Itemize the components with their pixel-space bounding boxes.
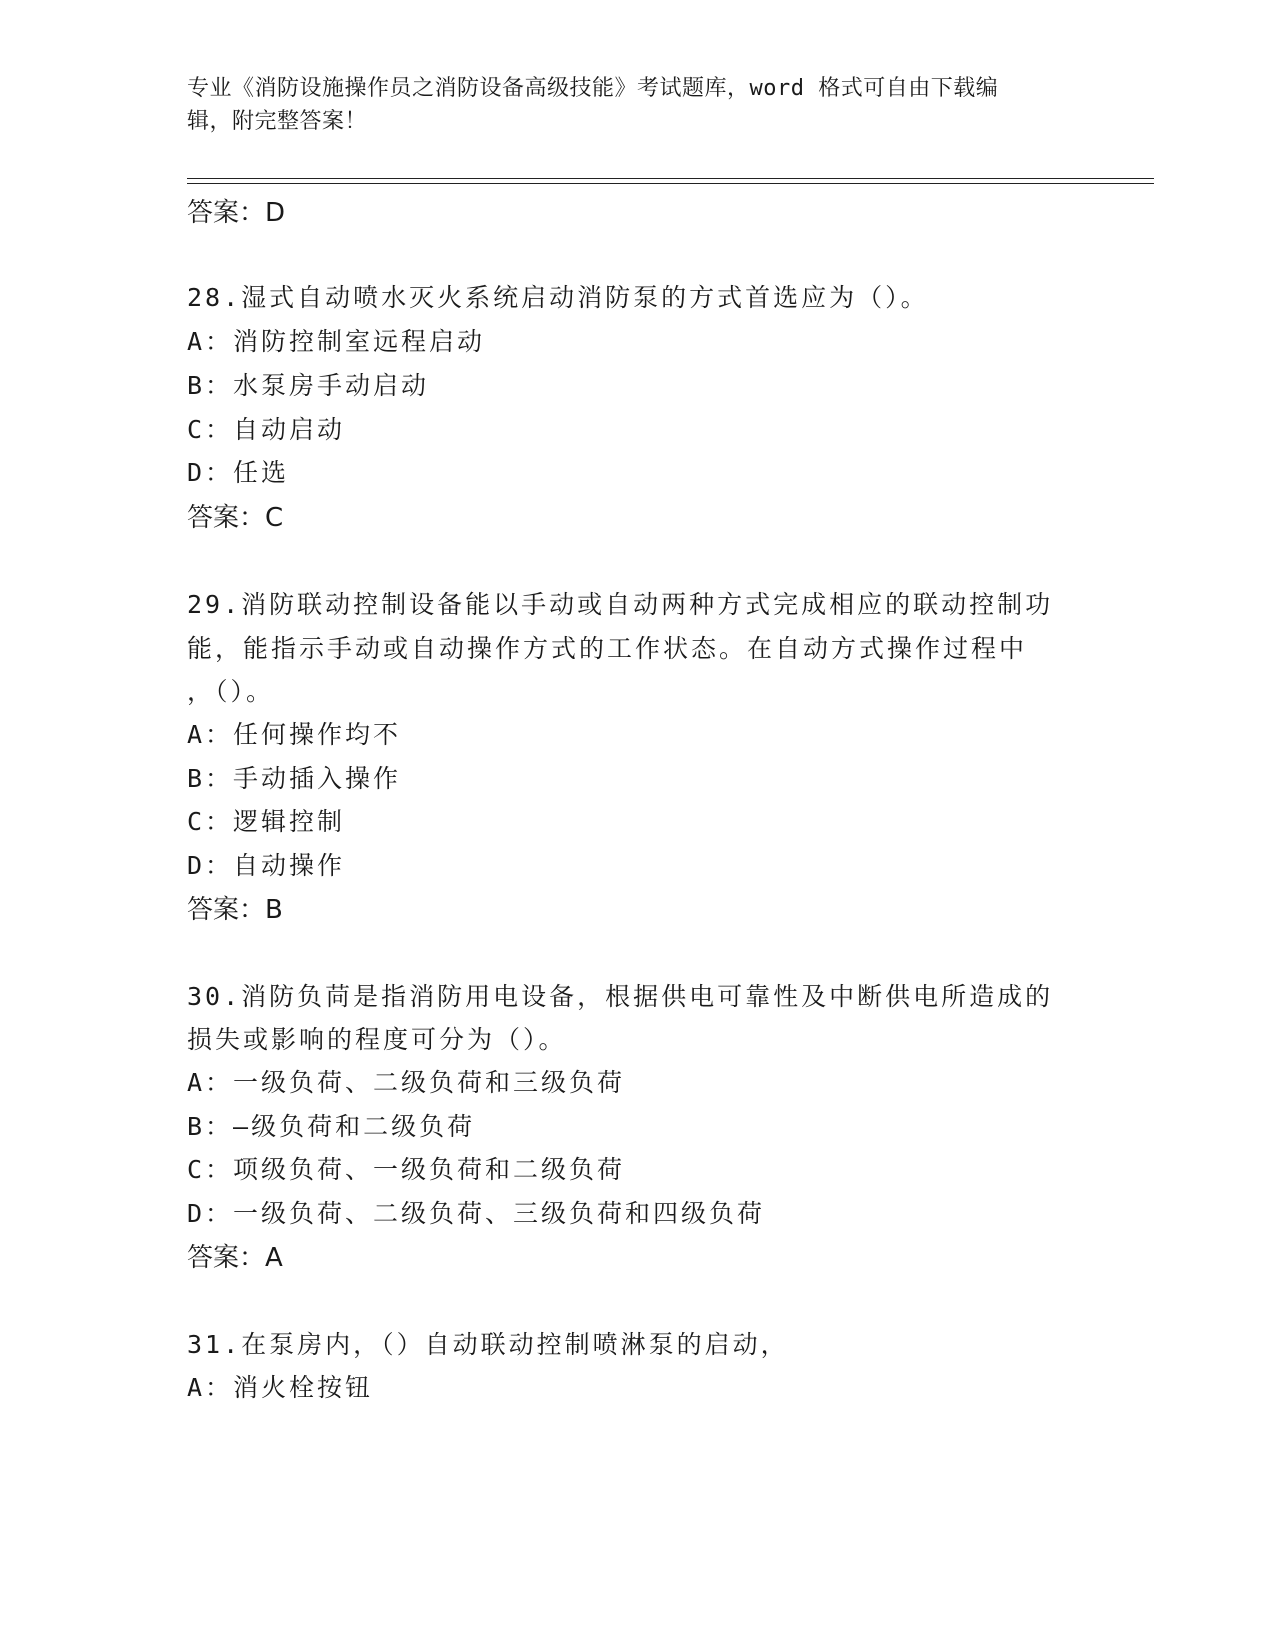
question-28-option-d: D：任选 xyxy=(187,458,290,487)
question-30-answer: 答案：A xyxy=(187,1243,283,1273)
question-30-option-d: D：一级负荷、二级负荷、三级负荷和四级负荷 xyxy=(187,1199,766,1228)
question-31-option-a: A：消火栓按钮 xyxy=(187,1373,374,1402)
question-30-stem-line-2: 损失或影响的程度可分为（）。 xyxy=(187,1025,567,1054)
document-header xyxy=(187,72,1067,138)
header-line-1: 专业《消防设施操作员之消防设备高级技能》考试题库，word 格式可自由下载编 xyxy=(187,76,999,101)
question-28-stem-line-1: 28.湿式自动喷水灭火系统启动消防泵的方式首选应为（）。 xyxy=(187,283,929,312)
question-28-option-a: A：消防控制室远程启动 xyxy=(187,327,486,356)
question-30-option-c: C：项级负荷、一级负荷和二级负荷 xyxy=(187,1155,626,1184)
question-29-option-c: C：逻辑控制 xyxy=(187,807,346,836)
question-31-stem-line-1: 31.在泵房内，（）自动联动控制喷淋泵的启动， xyxy=(187,1330,789,1359)
question-29-stem-line-1: 29.消防联动控制设备能以手动或自动两种方式完成相应的联动控制功 xyxy=(187,590,1054,619)
question-28-answer: 答案：C xyxy=(187,503,284,533)
header-divider-top xyxy=(187,178,1154,179)
question-29-option-a: A：任何操作均不 xyxy=(187,720,402,749)
question-30-option-a: A：一级负荷、二级负荷和三级负荷 xyxy=(187,1068,626,1097)
question-29-option-b: B：手动插入操作 xyxy=(187,764,402,793)
header-divider-bottom xyxy=(187,183,1154,184)
question-29-stem-line-2: 能，能指示手动或自动操作方式的工作状态。在自动方式操作过程中 xyxy=(187,634,1028,663)
header-line-2: 辑，附完整答案！ xyxy=(187,109,368,134)
question-28-option-b: B：水泵房手动启动 xyxy=(187,371,430,400)
question-28-option-c: C：自动启动 xyxy=(187,415,346,444)
question-30-stem-line-1: 30.消防负苘是指消防用电设备，根据供电可靠性及中断供电所造成的 xyxy=(187,982,1054,1011)
question-29-answer: 答案：B xyxy=(187,895,283,925)
question-30-option-b: B：—级负荷和二级负荷 xyxy=(187,1112,476,1141)
question-29-stem-line-3: ，（）。 xyxy=(187,677,275,706)
answer-previous: 答案：D xyxy=(187,198,286,228)
question-29-option-d: D：自动操作 xyxy=(187,851,346,880)
